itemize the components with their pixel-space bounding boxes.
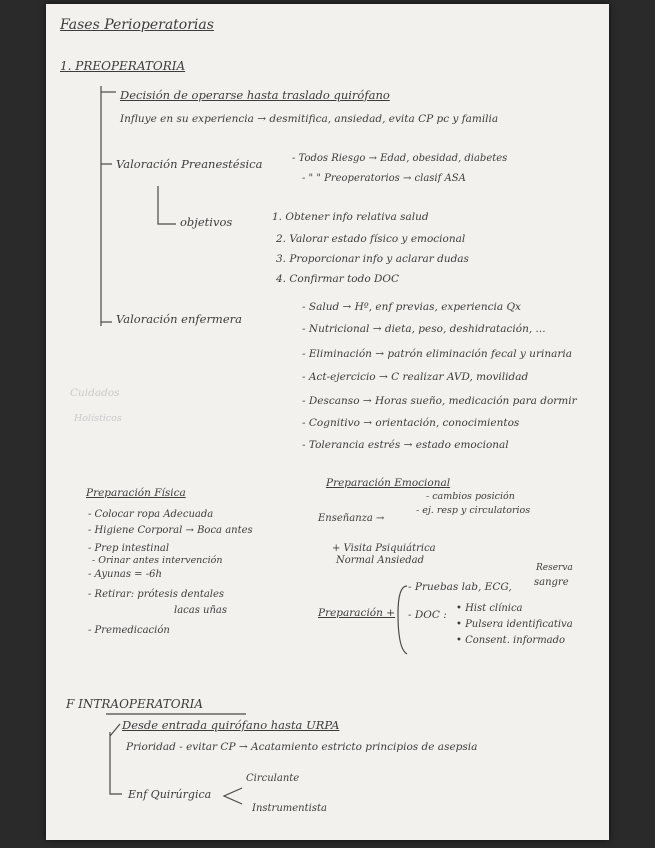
preparacion-label: Preparación + [318, 607, 396, 619]
prep-fisica-heading: Preparación Física [86, 487, 186, 499]
val-enf-act-ejercicio: - Act-ejercicio → C realizar AVD, movilidad [302, 371, 529, 383]
val-enf-descanso: - Descanso → Horas sueño, medicación para dormir [302, 395, 577, 407]
instrumentista: Instrumentista [252, 803, 327, 814]
objetivo-1: 1. Obtener info relativa salud [272, 211, 429, 223]
reserva-label: Reserva [536, 563, 573, 573]
val-enf-nutricional: - Nutricional → dieta, peso, deshidratación, ... [302, 323, 546, 335]
sangre-label: sangre [534, 577, 569, 588]
preop-line-1: Decisión de operarse hasta traslado quirófano [120, 88, 390, 102]
val-enfermera: Valoración enfermera [116, 312, 243, 326]
objetivo-4: 4. Confirmar todo DOC [276, 273, 400, 285]
prep-fisica-2: - Higiene Corporal → Boca antes [88, 525, 253, 536]
prep-fisica-3: - Prep intestinal [88, 543, 170, 554]
intraop-line-2: Prioridad - evitar CP → Acatamiento estricto principios de asepsia [126, 741, 478, 753]
val-enf-cognitivo: - Cognitivo → orientación, conocimientos [302, 417, 520, 429]
normal-ansiedad: Normal Ansiedad [336, 555, 425, 566]
enf-quirurgica: Enf Quirúrgica [128, 788, 212, 801]
notebook-page [46, 4, 609, 840]
val-anestesica-1: - Todos Riesgo → Edad, obesidad, diabetes [292, 153, 508, 164]
pruebas-lab: - Pruebas lab, ECG, [408, 581, 512, 593]
ghost-holisticos: Holísticos [74, 413, 122, 424]
doc-pulsera: • Pulsera identificativa [456, 619, 573, 630]
prep-fisica-4: - Orinar antes intervención [92, 555, 223, 566]
objetivo-2: 2. Valorar estado físico y emocional [276, 233, 466, 245]
doc-consentimiento: • Consent. informado [456, 635, 566, 646]
val-enf-eliminacion: - Eliminación → patrón eliminación fecal y urinaria [302, 348, 572, 360]
doc-historia: • Hist clínica [456, 603, 523, 614]
preop-heading: 1. PREOPERATORIA [60, 59, 186, 73]
prep-fisica-7: lacas uñas [174, 605, 228, 616]
intraop-line-1: Desde entrada quirófano hasta URPA [122, 718, 340, 732]
enseñanza-2: - ej. resp y circulatorios [416, 505, 531, 516]
enseñanza-1: - cambios posición [426, 491, 515, 502]
objetivo-3: 3. Proporcionar info y aclarar dudas [276, 253, 469, 265]
visita-psiquiatrica: + Visita Psiquiátrica [332, 543, 436, 554]
val-enf-tolerancia: - Tolerancia estrés → estado emocional [302, 439, 509, 451]
page-title: Fases Perioperatorias [60, 17, 214, 33]
val-anestesica: Valoración Preanestésica [116, 157, 263, 171]
val-enf-salud: - Salud → Hº, enf previas, experiencia Qx [302, 301, 521, 313]
objetivos-label: objetivos [180, 215, 233, 229]
circulante: Circulante [246, 773, 300, 784]
prep-fisica-6: - Retirar: prótesis dentales [88, 589, 225, 600]
enseñanza-label: Enseñanza → [318, 513, 385, 524]
doc-label: - DOC : [408, 609, 447, 621]
prep-fisica-1: - Colocar ropa Adecuada [88, 509, 214, 520]
prep-fisica-8: - Premedicación [88, 625, 170, 636]
intraop-heading: F INTRAOPERATORIA [66, 697, 204, 711]
val-anestesica-2: - " " Preoperatorios → clasif ASA [302, 173, 466, 184]
ghost-cuidados: Cuidados [70, 387, 120, 399]
prep-fisica-5: - Ayunas = -6h [88, 569, 162, 580]
prep-emocional-heading: Preparación Emocional [326, 477, 451, 489]
preop-line-2: Influye en su experiencia → desmitifica, ansiedad, evita CP pc y familia [120, 113, 499, 125]
